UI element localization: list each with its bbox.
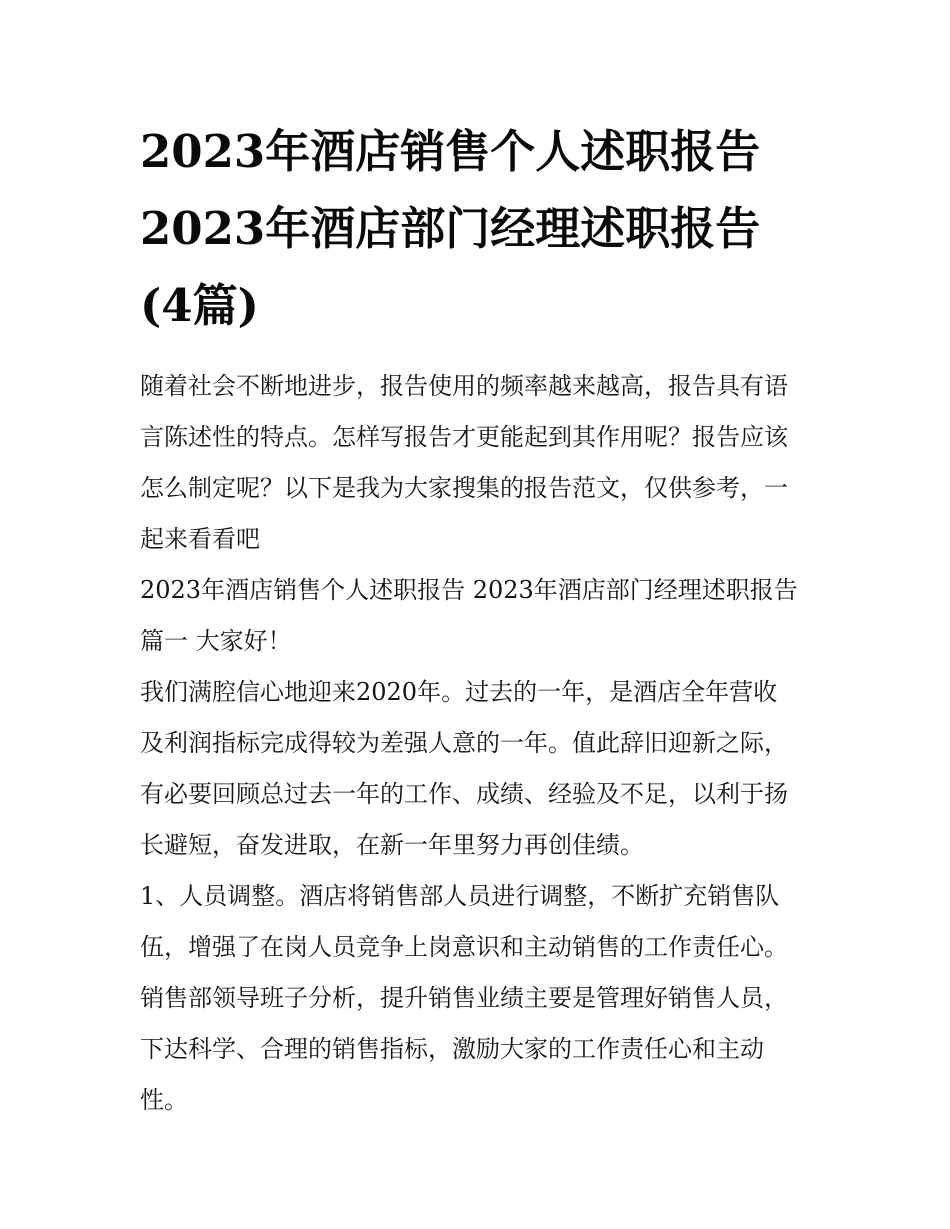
- body-line: 篇一 大家好！: [140, 627, 292, 655]
- body-line: 性。: [140, 1086, 188, 1114]
- body-line: 言陈述性的特点。怎样写报告才更能起到其作用呢？报告应该: [140, 423, 788, 451]
- body-line: 及利润指标完成得较为差强人意的一年。值此辞旧迎新之际，: [140, 729, 788, 757]
- body-line: 2023年酒店销售个人述职报告 2023年酒店部门经理述职报告: [140, 576, 798, 604]
- body-line: 有必要回顾总过去一年的工作、成绩、经验及不足，以利于扬: [140, 780, 788, 808]
- title-line-2: 2023年酒店部门经理述职报告: [140, 202, 761, 255]
- document-page: [140, 113, 815, 1126]
- body-line: 伍，增强了在岗人员竞争上岗意识和主动销售的工作责任心。: [140, 933, 788, 961]
- title-line-1: 2023年酒店销售个人述职报告: [140, 125, 761, 178]
- body-line: 我们满腔信心地迎来2020年。过去的一年，是酒店全年营收: [140, 678, 778, 706]
- document-body: [140, 361, 815, 1126]
- title-line-3: (4篇): [140, 279, 259, 332]
- body-line: 销售部领导班子分析，提升销售业绩主要是管理好销售人员，: [140, 984, 788, 1012]
- body-line: 长避短，奋发进取，在新一年里努力再创佳绩。: [140, 831, 644, 859]
- body-line: 起来看看吧: [140, 525, 260, 553]
- body-line: 1、人员调整。酒店将销售部人员进行调整，不断扩充销售队: [140, 882, 780, 910]
- body-line: 下达科学、合理的销售指标，激励大家的工作责任心和主动: [140, 1035, 764, 1063]
- document-title: [140, 113, 815, 344]
- body-line: 怎么制定呢？以下是我为大家搜集的报告范文，仅供参考，一: [140, 474, 788, 502]
- body-line: 随着社会不断地进步，报告使用的频率越来越高，报告具有语: [140, 372, 788, 400]
